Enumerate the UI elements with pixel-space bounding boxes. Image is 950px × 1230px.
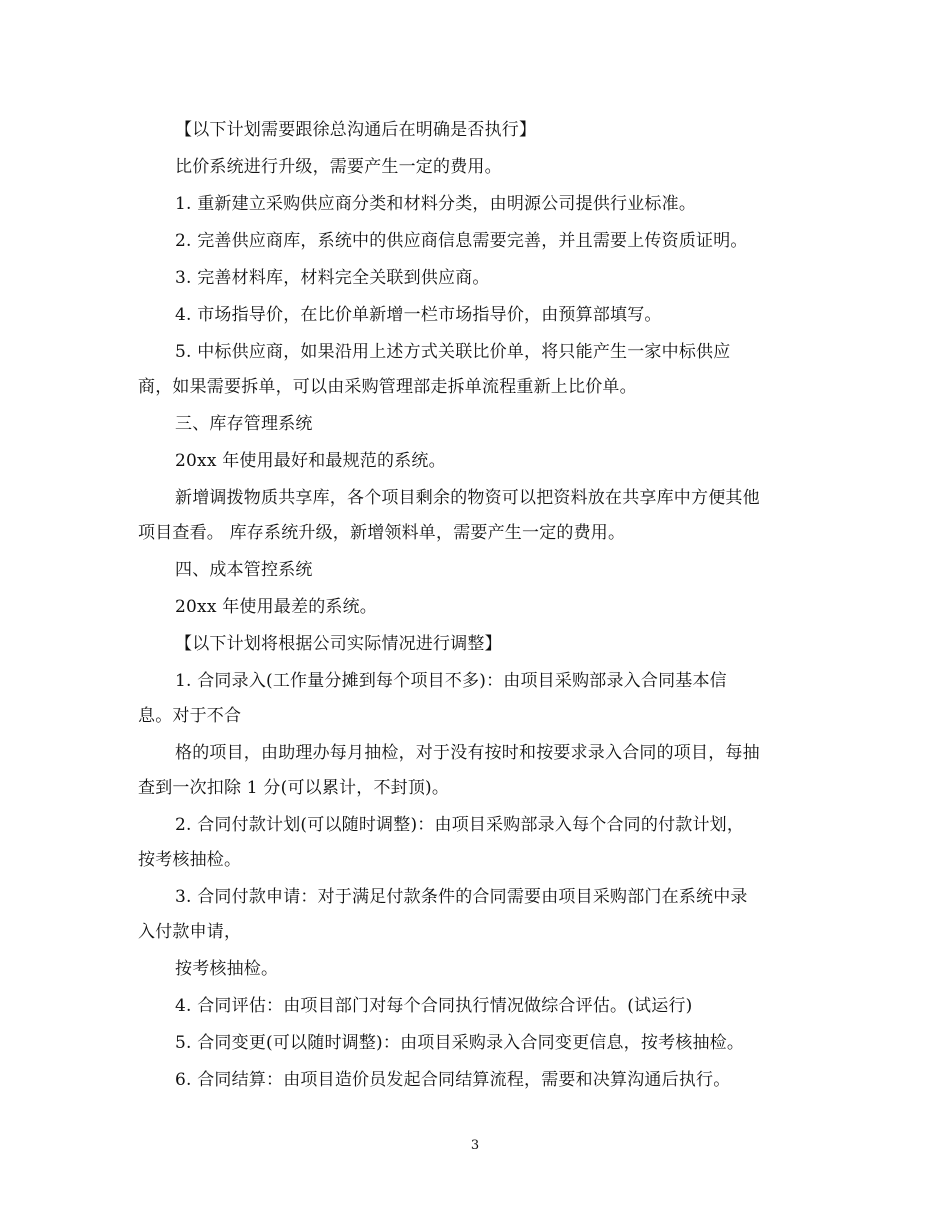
paragraph-continuation: 项目查看。 库存系统升级，新增领料单，需要产生一定的费用。 (138, 523, 626, 543)
paragraph: 格的项目，由助理办每月抽检，对于没有按时和按要求录入合同的项目，每抽 (175, 743, 760, 763)
list-item-continuation: 商，如果需要拆单，可以由采购管理部走拆单流程重新上比价单。 (138, 377, 637, 397)
list-item: 2. 完善供应商库，系统中的供应商信息需要完善，并且需要上传资质证明。 (175, 231, 748, 251)
page-number: 3 (470, 1138, 480, 1153)
paragraph: 新增调拨物质共享库，各个项目剩余的物资可以把资料放在共享库中方便其他 (175, 488, 760, 508)
list-item: 3. 合同付款申请：对于满足付款条件的合同需要由项目采购部门在系统中录 (175, 887, 748, 907)
paragraph: 20xx 年使用最差的系统。 (175, 597, 378, 617)
section-heading: 三、库存管理系统 (175, 414, 313, 434)
list-item: 3. 完善材料库，材料完全关联到供应商。 (175, 268, 490, 288)
list-item: 5. 中标供应商，如果沿用上述方式关联比价单，将只能产生一家中标供应 (175, 342, 731, 362)
list-item: 1. 合同录入(工作量分摊到每个项目不多)：由项目采购部录入合同基本信 (175, 671, 727, 691)
list-item-continuation: 入付款申请， (138, 922, 242, 942)
list-item: 5. 合同变更(可以随时调整)：由项目采购录入合同变更信息，按考核抽检。 (175, 1033, 745, 1053)
paragraph-continuation: 查到一次扣除 1 分(可以累计，不封顶)。 (138, 778, 450, 798)
paragraph: 按考核抽检。 (175, 959, 279, 979)
list-item: 4. 合同评估：由项目部门对每个合同执行情况做综合评估。(试运行) (175, 996, 693, 1016)
list-item-continuation: 按考核抽检。 (138, 850, 242, 870)
list-item: 6. 合同结算：由项目造价员发起合同结算流程，需要和决算沟通后执行。 (175, 1070, 731, 1090)
list-item-continuation: 息。对于不合 (138, 706, 242, 726)
list-item: 2. 合同付款计划(可以随时调整)：由项目采购部录入每个合同的付款计划， (175, 815, 745, 835)
section-note-heading: 【以下计划将根据公司实际情况进行调整】 (175, 634, 502, 654)
paragraph: 20xx 年使用最好和最规范的系统。 (175, 451, 446, 471)
paragraph: 比价系统进行升级，需要产生一定的费用。 (175, 157, 502, 177)
list-item: 1. 重新建立采购供应商分类和材料分类，由明源公司提供行业标准。 (175, 194, 697, 214)
section-heading: 四、成本管控系统 (175, 560, 313, 580)
list-item: 4. 市场指导价，在比价单新增一栏市场指导价，由预算部填写。 (175, 305, 662, 325)
section-note-heading: 【以下计划需要跟徐总沟通后在明确是否执行】 (175, 120, 537, 140)
